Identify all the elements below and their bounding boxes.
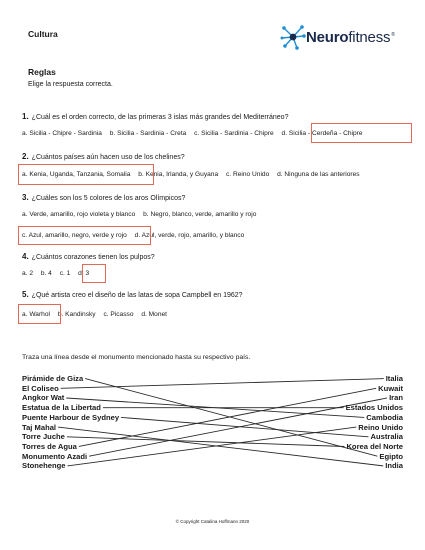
country-item[interactable]: Italia bbox=[385, 374, 403, 383]
option[interactable]: c. Sicilia - Sardinia - Chipre bbox=[194, 130, 274, 137]
question-2: 2. ¿Cuántos países aún hacen uso de los chelines? bbox=[22, 152, 185, 161]
country-item[interactable]: Estados Unidos bbox=[345, 403, 403, 413]
question-3: 3. ¿Cuáles son los 5 colores de los aros Olímpicos? bbox=[22, 193, 186, 202]
match-line bbox=[121, 417, 368, 436]
option[interactable]: d. Ninguna de las anteriores bbox=[277, 171, 360, 178]
option[interactable]: b. 4 bbox=[40, 270, 52, 277]
option[interactable]: b. Sicilia - Sardinia - Creta bbox=[109, 130, 187, 137]
option-selected[interactable]: d. 3 bbox=[78, 270, 90, 277]
copyright: © Copyright Catalina Hoffmann 2020 bbox=[175, 519, 250, 524]
monument-item[interactable]: Taj Mahal bbox=[22, 422, 57, 432]
monument-item[interactable]: Monumento Azadi bbox=[22, 451, 88, 461]
option[interactable]: c. Reino Unido bbox=[226, 171, 270, 178]
rules-instruction: Elige la respuesta correcta. bbox=[28, 81, 113, 88]
rules-title: Reglas bbox=[28, 67, 56, 77]
country-item[interactable]: Egipto bbox=[379, 451, 403, 461]
option-selected[interactable]: a. Warhol bbox=[22, 311, 50, 318]
option[interactable]: b. Kenia, Irlanda, y Guyana bbox=[138, 171, 219, 178]
country-item[interactable]: Cambodia bbox=[366, 412, 403, 422]
matching-instruction: Traza una línea desde el monumento mencionado hasta su respectivo país. bbox=[22, 354, 251, 361]
brand-name: Neurofitness® bbox=[306, 28, 395, 46]
option[interactable]: a. Sicilia - Chipre - Sardinia bbox=[22, 130, 102, 137]
option[interactable]: b. Kandinsky bbox=[57, 311, 96, 318]
monument-item[interactable]: El Coliseo bbox=[22, 383, 59, 393]
option[interactable]: d. Azul, verde, rojo, amarillo, y blanco bbox=[134, 232, 245, 239]
option[interactable]: c. 1 bbox=[59, 270, 71, 277]
option[interactable]: c. Picasso bbox=[103, 311, 134, 318]
country-item[interactable]: Australia bbox=[370, 432, 403, 442]
monument-item[interactable]: Angkor Wat bbox=[22, 393, 65, 403]
match-line bbox=[67, 427, 356, 466]
monument-item[interactable]: Torres de Agua bbox=[22, 441, 77, 451]
country-item[interactable]: Kuwait bbox=[378, 383, 403, 393]
match-line bbox=[61, 379, 384, 389]
option-selected[interactable]: a. Kenia, Uganda, Tanzania, Somalia bbox=[22, 171, 131, 178]
option-selected[interactable]: c. Azul, amarillo, negro, verde y rojo bbox=[22, 232, 127, 239]
option[interactable]: a. 2 bbox=[22, 270, 33, 277]
match-line bbox=[85, 379, 377, 457]
country-item[interactable]: Korea del Norte bbox=[346, 441, 403, 451]
match-line bbox=[89, 398, 387, 456]
option[interactable]: b. Negro, blanco, verde, amarillo y rojo bbox=[143, 211, 257, 218]
question-4: 4. ¿Cuántos corazones tienen los pulpos? bbox=[22, 252, 155, 261]
monument-item[interactable]: Estatua de la Libertad bbox=[22, 403, 101, 413]
monument-item[interactable]: Stonehenge bbox=[22, 461, 66, 471]
country-item[interactable]: India bbox=[385, 461, 403, 471]
country-item[interactable]: Iran bbox=[389, 393, 403, 403]
option[interactable]: d. Monet bbox=[141, 311, 168, 318]
country-item[interactable]: Reino Unido bbox=[358, 422, 403, 432]
option[interactable]: a. Verde, amarillo, rojo violeta y blanco bbox=[22, 211, 136, 218]
option-selected[interactable]: d. Sicilia - Cerdeña - Chipre bbox=[281, 130, 363, 137]
monument-item[interactable]: Pirámide de Giza bbox=[22, 374, 84, 383]
monument-item[interactable]: Torre Juche bbox=[22, 432, 65, 442]
question-5: 5. ¿Qué artista creo el diseño de las latas de sopa Campbell en 1962? bbox=[22, 290, 243, 299]
question-1: 1. ¿Cuál es el orden correcto, de las primeras 3 islas más grandes del Mediterráneo? bbox=[22, 112, 289, 121]
topic-title: Cultura bbox=[28, 29, 58, 39]
monument-item[interactable]: Puente Harbour de Sydney bbox=[22, 412, 120, 422]
